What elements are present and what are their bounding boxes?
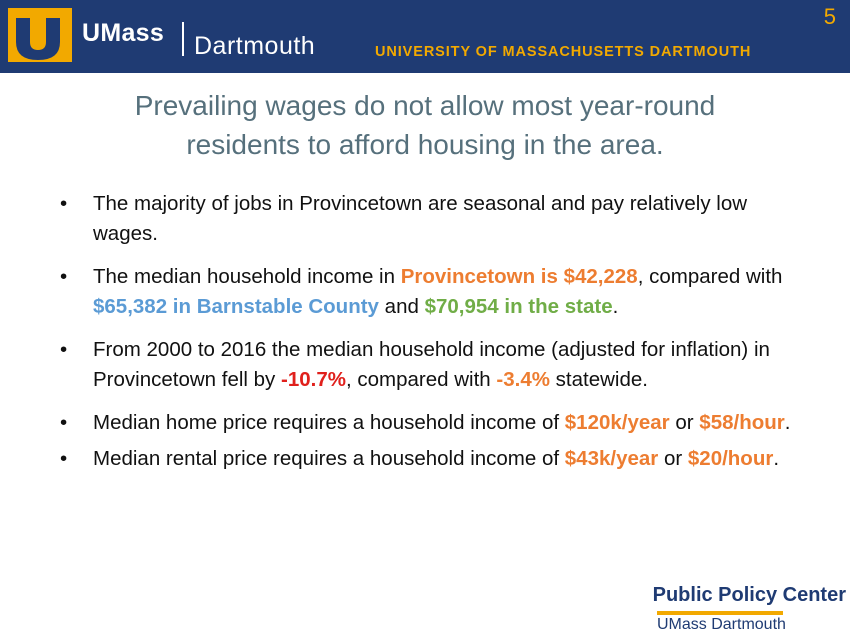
bullet-text: , compared with [637,265,783,288]
barnstable-income-highlight: $65,382 in Barnstable County [93,294,379,318]
public-policy-center-logo-subtitle: UMass Dartmouth [657,616,786,633]
provincetown-change-highlight: -10.7% [281,367,346,391]
brand-divider [182,22,184,56]
rental-income-hour-highlight: $20/hour [687,446,774,470]
state-income-highlight: $70,954 in the state [424,294,613,318]
header-bar [0,0,850,73]
public-policy-center-rule [657,611,783,615]
slide-title [70,86,780,164]
bullet-text: The median household income in [93,265,401,288]
brand-dartmouth: Dartmouth [194,32,316,60]
bullet-item-income-change [60,335,800,394]
bullet-text: . [784,411,791,434]
bullet-text: Median rental price requires a household income of [93,446,565,470]
home-income-hour-highlight: $58/hour [699,411,785,434]
bullet-item-home-price [60,408,800,438]
statewide-change-highlight: -3.4% [496,367,550,391]
brand-umass: UMass [82,19,165,47]
umass-u-logo-icon [8,8,72,62]
bullet-text: and [378,294,425,318]
bullet-list [60,189,800,473]
bullet-text: . [773,446,780,470]
slide-title-line-1: Prevailing wages do not allow most year-round [134,90,716,121]
bullet-text: statewide. [549,367,648,391]
bullet-item-jobs [60,189,800,248]
slide-number: 5 [823,4,836,29]
slide-title-line-2: residents to afford housing in the area. [186,129,664,160]
rental-income-year-highlight: $43k/year [564,446,659,470]
home-income-year-highlight: $120k/year [564,411,670,434]
bullet-text: From 2000 to 2016 the median household income (adjusted for inflation) in Provincetown fell by [93,338,770,391]
bullet-item-rental-price [60,444,800,474]
bullet-text: Median home price requires a household income of [93,411,565,434]
university-name: UNIVERSITY OF MASSACHUSETTS DARTMOUTH [375,44,752,60]
bullet-text: . [612,294,619,318]
public-policy-center-logo-title: Public Policy Center [652,584,846,606]
provincetown-income-highlight: Provincetown is $42,228 [400,265,638,288]
bullet-text: or [658,446,688,470]
bullet-item-median-income [60,262,800,321]
bullet-text: The majority of jobs in Provincetown are seasonal and pay relatively low wages. [93,192,748,245]
bullet-text: or [669,411,700,434]
bullet-text: , compared with [345,367,497,391]
